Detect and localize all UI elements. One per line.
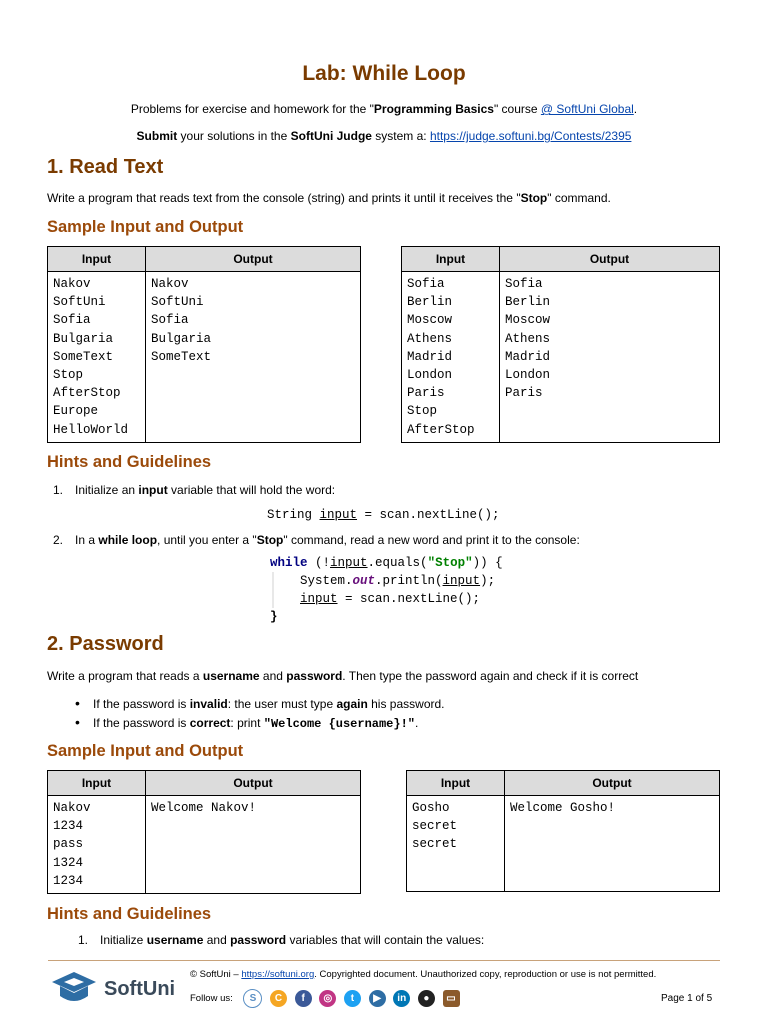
section-description: Write a program that reads text from the console (string) and prints it until it receives the "Stop" command. — [47, 191, 611, 205]
section-description: Write a program that reads a username and password. Then type the password again and check if it is correct — [47, 669, 639, 683]
hint-item-2: 2. In a while loop, until you enter a "Stop" command, read a new word and print it to the console: — [53, 533, 580, 547]
hints-heading: Hints and Guidelines — [47, 453, 212, 471]
twitter-icon[interactable]: t — [344, 990, 361, 1007]
code-snippet-1: String input = scan.nextLine(); — [267, 508, 500, 522]
hint-item-1: 1. Initialize username and password variables that will contain the values: — [78, 933, 485, 947]
section-heading-password: 2. Password — [47, 633, 164, 655]
sample-table-1 — [47, 246, 361, 443]
youtube-icon[interactable]: ▶ — [369, 990, 386, 1007]
softuni-global-link[interactable]: @ SoftUni Global — [540, 102, 634, 116]
linkedin-icon[interactable]: in — [393, 990, 410, 1007]
input-cell: Nakov 1234 pass 1324 1234 — [48, 796, 146, 894]
input-cell: Gosho secret secret — [407, 796, 505, 892]
output-cell: Welcome Gosho! — [505, 796, 720, 892]
sample-io-heading: Sample Input and Output — [47, 218, 244, 236]
table-header-input: Input — [48, 771, 146, 796]
sample-table-2 — [401, 246, 720, 443]
instagram-icon[interactable]: ◎ — [319, 990, 336, 1007]
footer-divider — [48, 960, 720, 961]
intro-line-1: Problems for exercise and homework for the "Programming Basics" course @ SoftUni Global. — [130, 102, 638, 116]
softuni-logo-text: SoftUni — [104, 978, 176, 1000]
table-header-output: Output — [505, 771, 720, 796]
softuni-site-link[interactable]: https://softuni.org — [241, 969, 315, 980]
sample-io-heading: Sample Input and Output — [47, 742, 244, 760]
github-icon[interactable]: ● — [418, 990, 435, 1007]
softuni-logo-icon — [50, 970, 98, 1006]
input-cell: Nakov SoftUni Sofia Bulgaria SomeText Stop AfterStop Europe HelloWorld — [48, 272, 146, 443]
sample-table-4 — [406, 770, 720, 892]
table-header-output: Output — [146, 247, 361, 272]
bullet-item-invalid: • If the password is invalid: the user must type again his password. — [75, 695, 445, 711]
facebook-icon[interactable]: f — [295, 990, 312, 1007]
section-heading-read-text: 1. Read Text — [47, 156, 164, 178]
input-cell: Sofia Berlin Moscow Athens Madrid London Paris Stop AfterStop — [402, 272, 500, 443]
page-number: Page 1 of 5 — [661, 993, 713, 1004]
softuni-creative-icon[interactable]: C — [270, 990, 287, 1007]
hints-heading: Hints and Guidelines — [47, 905, 212, 923]
softuni-digital-icon[interactable]: ▭ — [443, 990, 460, 1007]
output-cell: Nakov SoftUni Sofia Bulgaria SomeText — [146, 272, 361, 443]
page-title: Lab: While Loop — [302, 62, 466, 85]
intro-line-2: Submit your solutions in the SoftUni Judge system a: https://judge.softuni.bg/Contests/2395 — [136, 129, 632, 143]
output-cell: Welcome Nakov! — [146, 796, 361, 894]
table-header-input: Input — [402, 247, 500, 272]
bullet-item-correct: • If the password is correct: print "Welcome {username}!". — [75, 714, 419, 731]
softuni-icon[interactable]: S — [243, 989, 262, 1008]
table-header-output: Output — [146, 771, 361, 796]
table-header-input: Input — [48, 247, 146, 272]
output-cell: Sofia Berlin Moscow Athens Madrid London Paris — [500, 272, 720, 443]
judge-contest-link[interactable]: https://judge.softuni.bg/Contests/2395 — [429, 129, 632, 143]
sample-table-3 — [47, 770, 361, 894]
code-snippet-2: while (!input.equals("Stop")) { System.out.println(input); input = scan.nextLine(); } — [270, 556, 503, 624]
follow-us: Follow us: S C f ◎ t ▶ in ● ▭ — [190, 989, 465, 1008]
table-header-input: Input — [407, 771, 505, 796]
table-header-output: Output — [500, 247, 720, 272]
hint-item-1: 1. Initialize an input variable that will hold the word: — [53, 483, 336, 497]
copyright-notice: © SoftUni – https://softuni.org. Copyrighted document. Unauthorized copy, reproduction or use is not permitted. — [190, 969, 657, 980]
